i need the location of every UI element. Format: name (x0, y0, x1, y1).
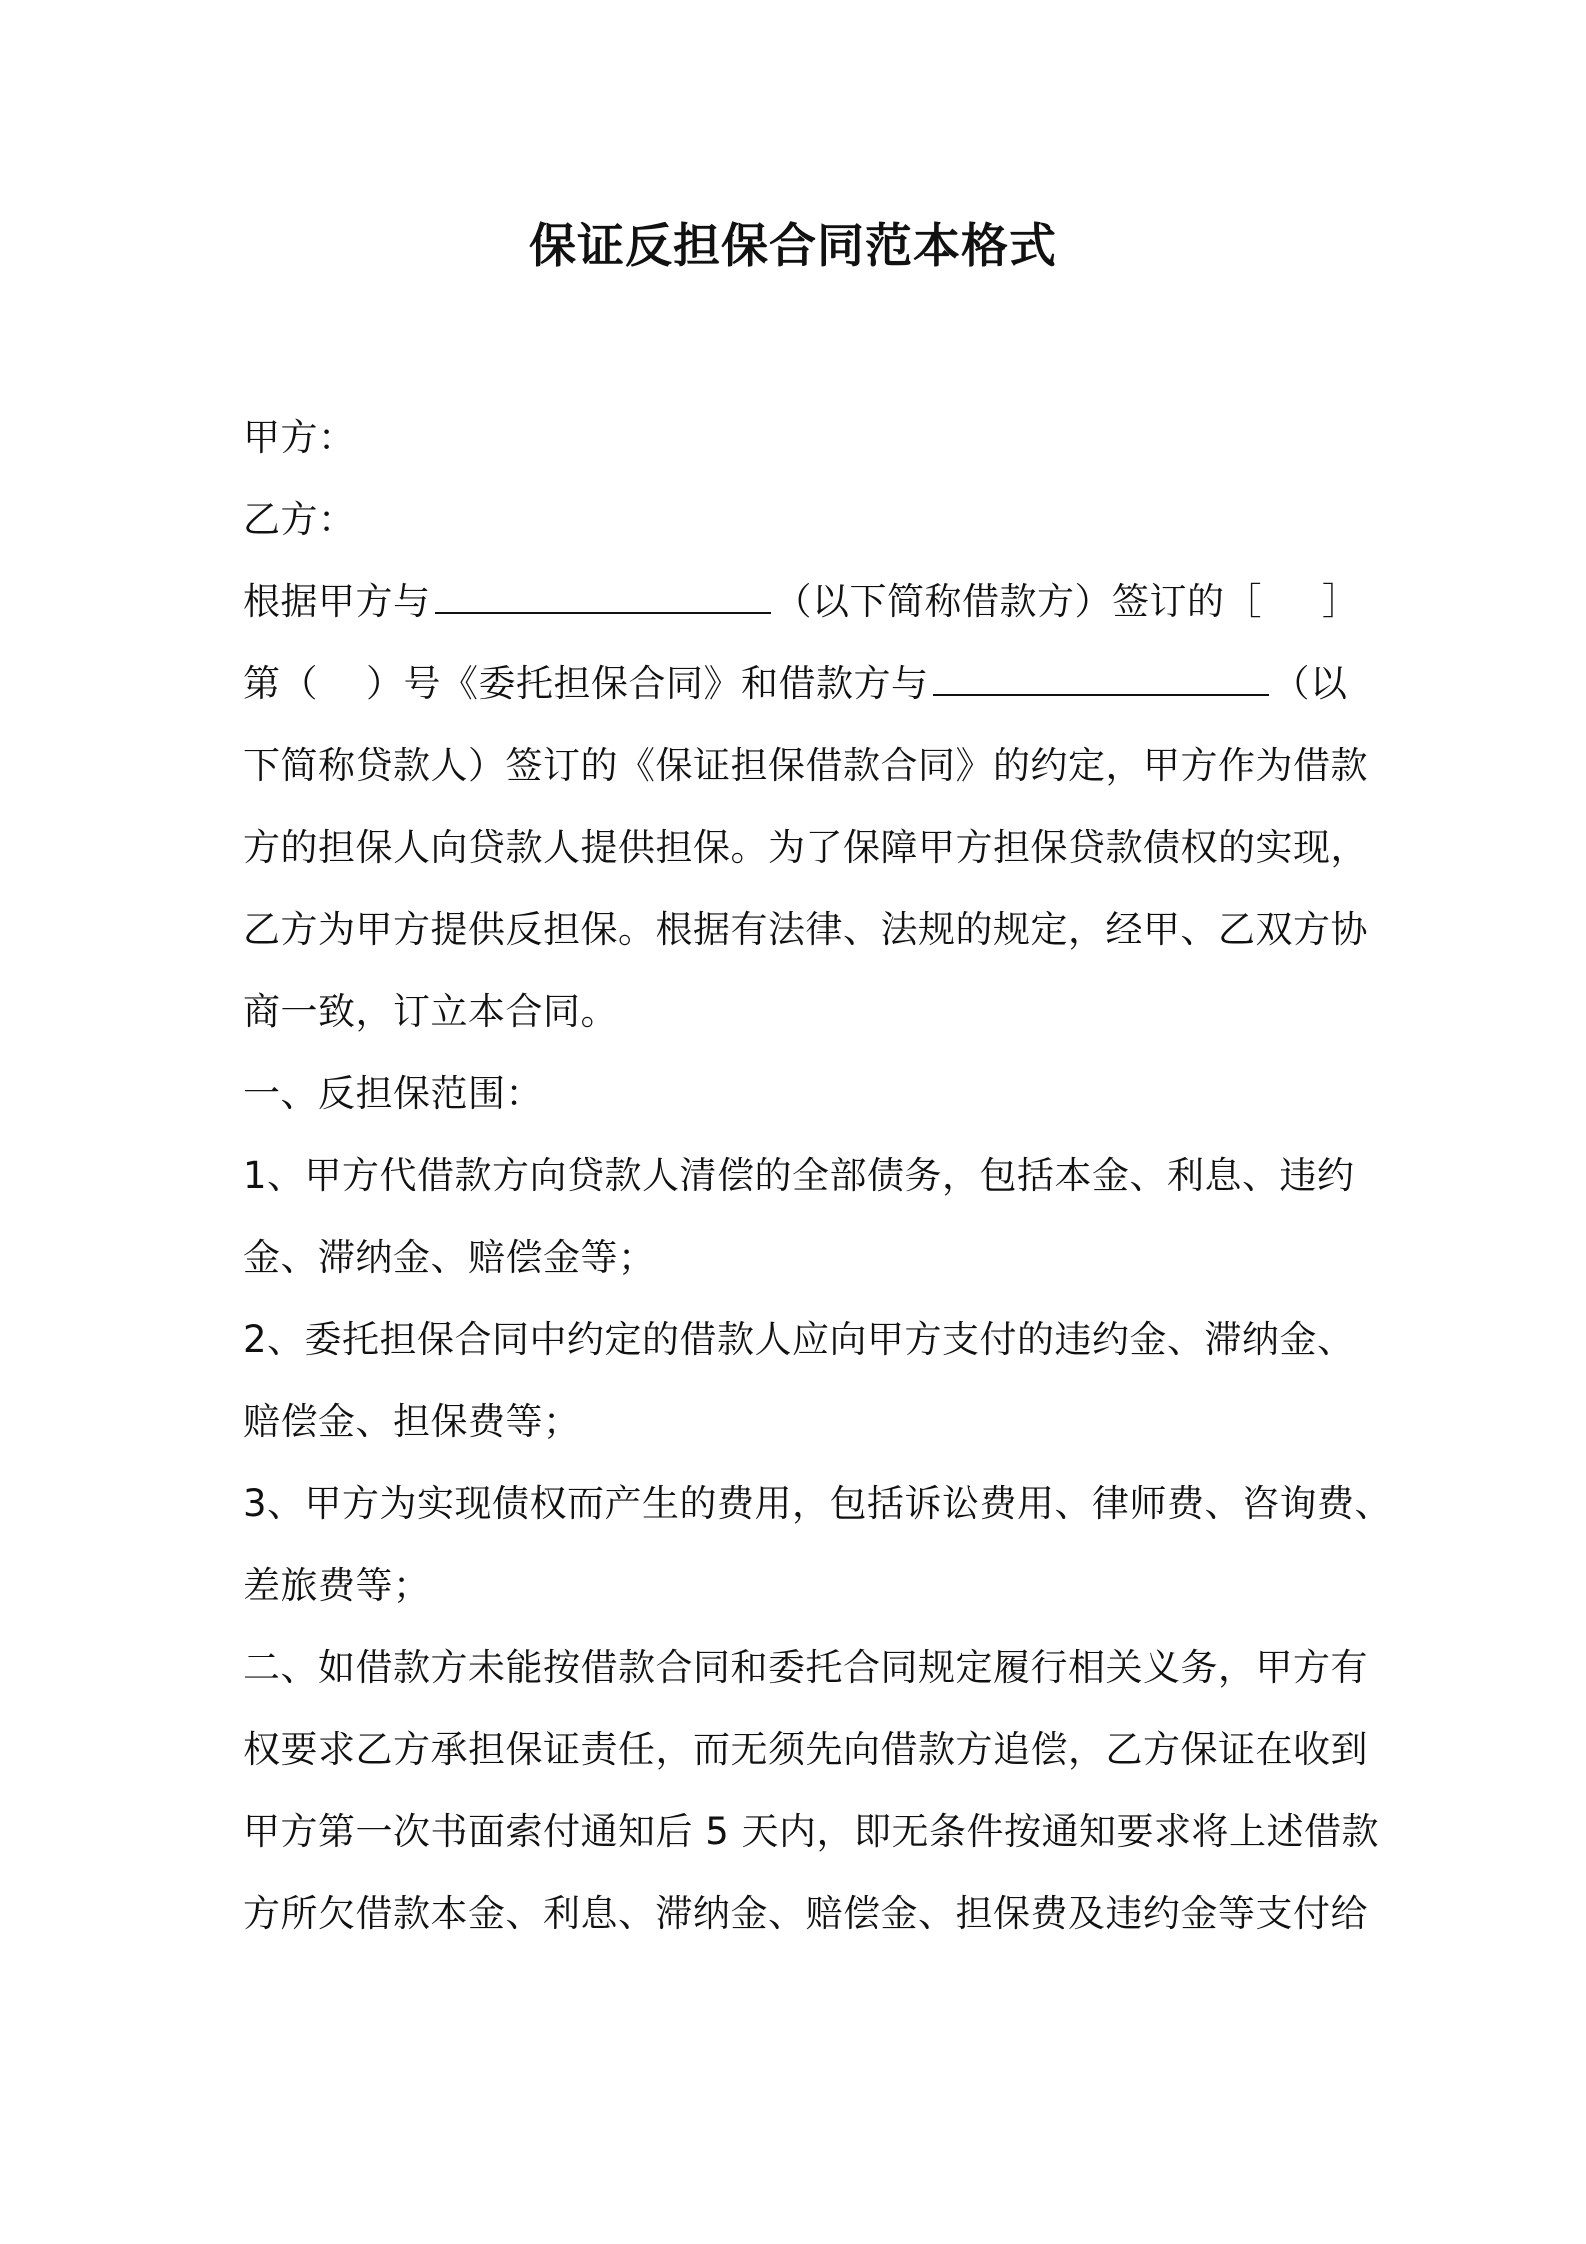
paragraph-line-14: 3、甲方为实现债权而产生的费用，包括诉讼费用、律师费、咨询费、 (243, 1482, 1393, 1525)
paragraph-line-15: 差旅费等； (243, 1564, 431, 1607)
party-b-label: 乙方： (243, 498, 356, 541)
paragraph-line-6: 方的担保人向贷款人提供担保。为了保障甲方担保贷款债权的实现， (243, 826, 1368, 869)
line-3-text-b: （以下简称借款方）签订的［ (774, 580, 1262, 623)
blank-underline-borrower (435, 576, 771, 614)
paragraph-line-11: 金、滞纳金、赔偿金等； (243, 1236, 656, 1279)
paragraph-line-17: 权要求乙方承担保证责任，而无须先向借款方追偿，乙方保证在收到 (243, 1728, 1368, 1771)
paragraph-line-7: 乙方为甲方提供反担保。根据有法律、法规的规定，经甲、乙双方协 (243, 908, 1368, 951)
paragraph-line-10: 1、甲方代借款方向贷款人清偿的全部债务，包括本金、利息、违约 (243, 1154, 1355, 1197)
line-3-text-c: ］ (1322, 580, 1360, 623)
line-4-text-c: （以 (1272, 662, 1348, 705)
paragraph-line-4 (243, 658, 1348, 710)
paragraph-line-3 (243, 576, 1360, 628)
party-a-label: 甲方： (243, 416, 356, 459)
document-title: 保证反担保合同范本格式 (529, 219, 1057, 274)
paragraph-line-5: 下简称贷款人）签订的《保证担保借款合同》的约定，甲方作为借款 (243, 744, 1368, 787)
paragraph-line-16: 二、如借款方未能按借款合同和委托合同规定履行相关义务，甲方有 (243, 1646, 1368, 1689)
paragraph-line-13: 赔偿金、担保费等； (243, 1400, 581, 1443)
paragraph-line-12: 2、委托担保合同中约定的借款人应向甲方支付的违约金、滞纳金、 (243, 1318, 1355, 1361)
line-3-text-a: 根据甲方与 (243, 580, 431, 623)
paragraph-line-18: 甲方第一次书面索付通知后 5 天内，即无条件按通知要求将上述借款 (243, 1810, 1380, 1853)
line-4-text-b: ）号《委托担保合同》和借款方与 (366, 662, 929, 705)
paragraph-line-8: 商一致，订立本合同。 (243, 990, 618, 1033)
section-heading-1: 一、反担保范围： (243, 1072, 543, 1115)
paragraph-line-19: 方所欠借款本金、利息、滞纳金、赔偿金、担保费及违约金等支付给 (243, 1892, 1368, 1935)
line-4-text-a: 第（ (243, 662, 318, 705)
blank-underline-lender (933, 658, 1269, 696)
